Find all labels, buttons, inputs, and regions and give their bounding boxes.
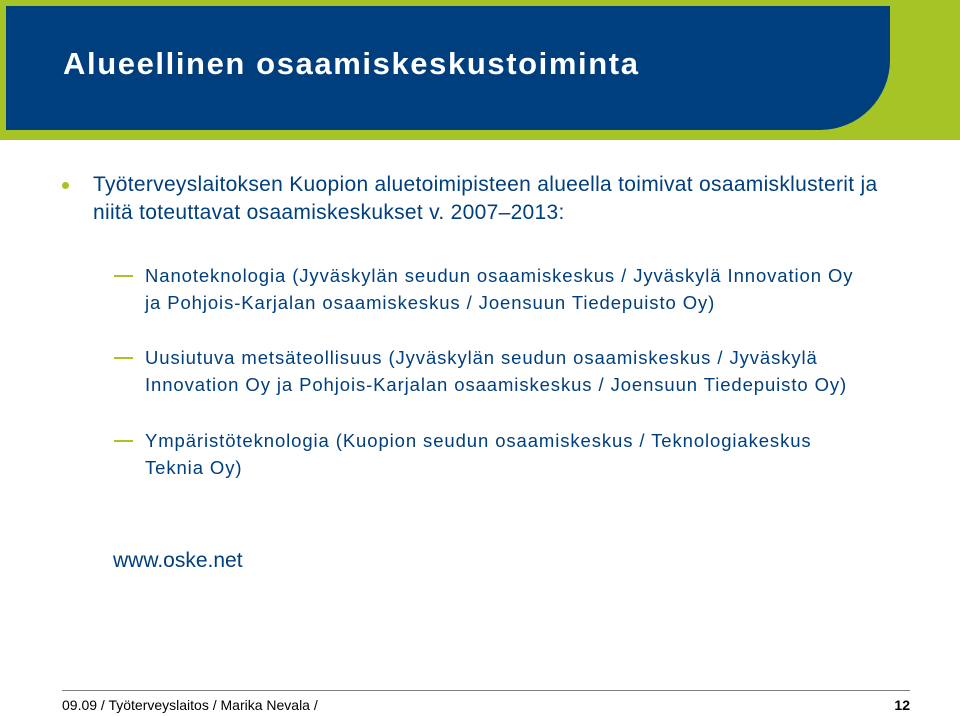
dash-icon [114,357,133,359]
bullet-dot-icon [62,182,69,189]
footer-divider [62,690,910,691]
page-number: 12 [894,697,910,713]
subitem-nanoteknologia: Nanoteknologia (Jyväskylän seudun osaamiskeskus / Jyväskylä Innovation Oy ja Pohjois-Karjalan osaamiskeskus / Joensuun Tiedepuisto Oy) [145,265,854,313]
bullet-text: Työterveyslaitoksen Kuopion aluetoimipisteen alueella toimivat osaamisklusterit ja niitä toteuttavat osaamiskeskukset v. 2007–2013: [93,173,878,224]
footer-text: 09.09 / Työterveyslaitos / Marika Nevala / [62,697,318,713]
subitem-metsateollisuus: Uusiutuva metsäteollisuus (Jyväskylän seudun osaamiskeskus / Jyväskylä Innovation Oy ja Pohjois-Karjalan osaamiskeskus / Joensuun Tiedepuisto Oy) [145,347,848,395]
slide-title: Alueellinen osaamiskeskustoiminta [63,46,640,81]
subitem-ymparistoteknologia: Ympäristöteknologia (Kuopion seudun osaamiskeskus / Teknologiakeskus Teknia Oy) [145,430,812,478]
oske-link[interactable]: www.oske.net [113,549,243,572]
dash-icon [114,275,133,277]
dash-icon [114,440,133,442]
